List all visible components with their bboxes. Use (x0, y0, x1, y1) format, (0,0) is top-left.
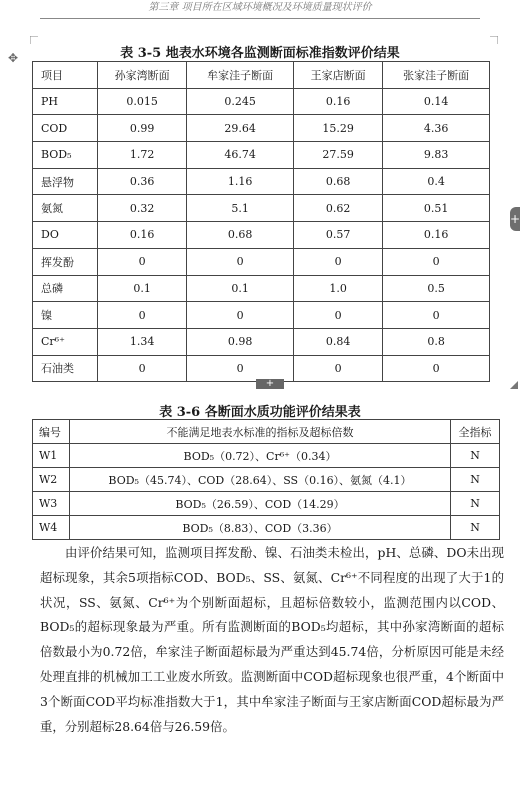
table-cell: 0.16 (98, 222, 187, 249)
table-cell: COD (33, 115, 98, 142)
table-cell: 29.64 (187, 115, 294, 142)
header-cell: 编号 (33, 420, 70, 444)
table-cell: BOD₅ (33, 142, 98, 169)
table-cell: 0.14 (383, 88, 490, 115)
header-cell: 孙家湾断面 (98, 62, 187, 89)
table-cell: 0 (98, 355, 187, 382)
header-cell: 牟家洼子断面 (187, 62, 294, 89)
table-cell: 0.57 (293, 222, 382, 249)
table-cell: 0.32 (98, 195, 187, 222)
table1-caption: 表 3-5 地表水环境各监测断面标准指数评价结果 (120, 46, 400, 61)
table-cell: 0.1 (98, 275, 187, 302)
table-cell: PH (33, 88, 98, 115)
page-header: 第三章 项目所在区域环境概况及环境质量现状评价 (40, 0, 480, 19)
table-cell: 0 (187, 355, 294, 382)
table-header-row (33, 420, 500, 444)
table-cell: 0.99 (98, 115, 187, 142)
table-cell: 0.8 (383, 328, 490, 355)
table-cell: 0 (187, 248, 294, 275)
table-cell: 0.245 (187, 88, 294, 115)
table-row (33, 492, 500, 516)
table-cell: BOD₅（8.83）、COD（3.36） (70, 516, 451, 540)
table-cell: 5.1 (187, 195, 294, 222)
table-cell: 0.015 (98, 88, 187, 115)
table-row (33, 516, 500, 540)
table-cell: 0.51 (383, 195, 490, 222)
table-row (33, 142, 490, 169)
table-monitoring-index (32, 61, 490, 382)
table-cell: 0.62 (293, 195, 382, 222)
add-row-button[interactable]: + (256, 379, 284, 389)
table-cell: N (451, 444, 500, 468)
table-cell: 总磷 (33, 275, 98, 302)
table-cell: 悬浮物 (33, 168, 98, 195)
table-cell: 0.68 (187, 222, 294, 249)
table-cell: 9.83 (383, 142, 490, 169)
side-expand-tab[interactable]: + (510, 207, 520, 231)
table-cell: 0 (293, 302, 382, 329)
table-row (33, 444, 500, 468)
table-row (33, 88, 490, 115)
table-cell: W4 (33, 516, 70, 540)
table-cell: 1.0 (293, 275, 382, 302)
table-cell: 0 (293, 248, 382, 275)
table-cell: N (451, 468, 500, 492)
table-cell: 石油类 (33, 355, 98, 382)
table-row (33, 328, 490, 355)
body-paragraph: 由评价结果可知，监测项目挥发酚、镍、石油类未检出，pH、总磷、DO未出现超标现象，其余5项指标COD、BOD₅、SS、氨氮、Cr⁶⁺不同程度的出现了大于1的状况，SS、氨氮、Cr⁶⁺为个别断面超标，且超标倍数较小，监测范围内以COD、BOD₅的超标现象最为严重。所有监测断面的BOD₅均超标，其中孙家湾断面的超标倍数最小为0.72倍，牟家洼子断面超标最为严重达到45.74倍，分析原因可能是未经处理直排的机械加工工业废水所致。监测断面中COD超标现象也很严重，4个断面中3个断面COD平均标准指数大于1，其中牟家洼子断面与王家店断面COD超标最为严重，分别超标28.64倍与26.59倍。 (40, 545, 504, 734)
table-row (33, 302, 490, 329)
table-row (33, 275, 490, 302)
table-cell: 0.84 (293, 328, 382, 355)
table-row (33, 195, 490, 222)
table-cell: 挥发酚 (33, 248, 98, 275)
table-cell: 0 (187, 302, 294, 329)
table-row (33, 468, 500, 492)
table-cell: BOD₅（0.72）、Cr⁶⁺（0.34） (70, 444, 451, 468)
table-row (33, 355, 490, 382)
table-cell: Cr⁶⁺ (33, 328, 98, 355)
table-cell: 27.59 (293, 142, 382, 169)
table-resize-handle-icon[interactable] (510, 381, 518, 389)
table-cell: 0.68 (293, 168, 382, 195)
table-cell: 1.72 (98, 142, 187, 169)
table-cell: N (451, 492, 500, 516)
table-cell: 0 (98, 302, 187, 329)
table-cell: 0.16 (293, 88, 382, 115)
table-cell: 氨氮 (33, 195, 98, 222)
table-cell: 0.1 (187, 275, 294, 302)
header-cell: 项目 (33, 62, 98, 89)
table-cell: 0 (383, 302, 490, 329)
table-cell: 0.16 (383, 222, 490, 249)
table-move-handle-icon[interactable]: ✥ (8, 51, 19, 65)
table-row (33, 222, 490, 249)
table-row (33, 248, 490, 275)
table-cell: 0 (98, 248, 187, 275)
table-cell: 4.36 (383, 115, 490, 142)
table-cell: 0.36 (98, 168, 187, 195)
header-cell: 全指标 (451, 420, 500, 444)
table-row (33, 115, 490, 142)
table-cell: N (451, 516, 500, 540)
table-cell: BOD₅（45.74）、COD（28.64）、SS（0.16）、氨氮（4.1） (70, 468, 451, 492)
table-cell: W1 (33, 444, 70, 468)
table-cell: 0.4 (383, 168, 490, 195)
table-water-function (32, 419, 500, 540)
table-cell: 1.34 (98, 328, 187, 355)
header-cell: 王家店断面 (293, 62, 382, 89)
table-cell: W3 (33, 492, 70, 516)
table2-caption: 表 3-6 各断面水质功能评价结果表 (159, 405, 361, 420)
table-cell: BOD₅（26.59）、COD（14.29） (70, 492, 451, 516)
table-cell: 0.5 (383, 275, 490, 302)
table-header-row (33, 62, 490, 89)
header-cell: 不能满足地表水标准的指标及超标倍数 (70, 420, 451, 444)
table-cell: 46.74 (187, 142, 294, 169)
table-cell: 0.98 (187, 328, 294, 355)
table-cell: 1.16 (187, 168, 294, 195)
table-cell: 镍 (33, 302, 98, 329)
table-cell: W2 (33, 468, 70, 492)
table-cell: 15.29 (293, 115, 382, 142)
table-cell: 0 (293, 355, 382, 382)
table-cell: 0 (383, 248, 490, 275)
table-cell: DO (33, 222, 98, 249)
table-row (33, 168, 490, 195)
header-cell: 张家洼子断面 (383, 62, 490, 89)
table-cell: 0 (383, 355, 490, 382)
